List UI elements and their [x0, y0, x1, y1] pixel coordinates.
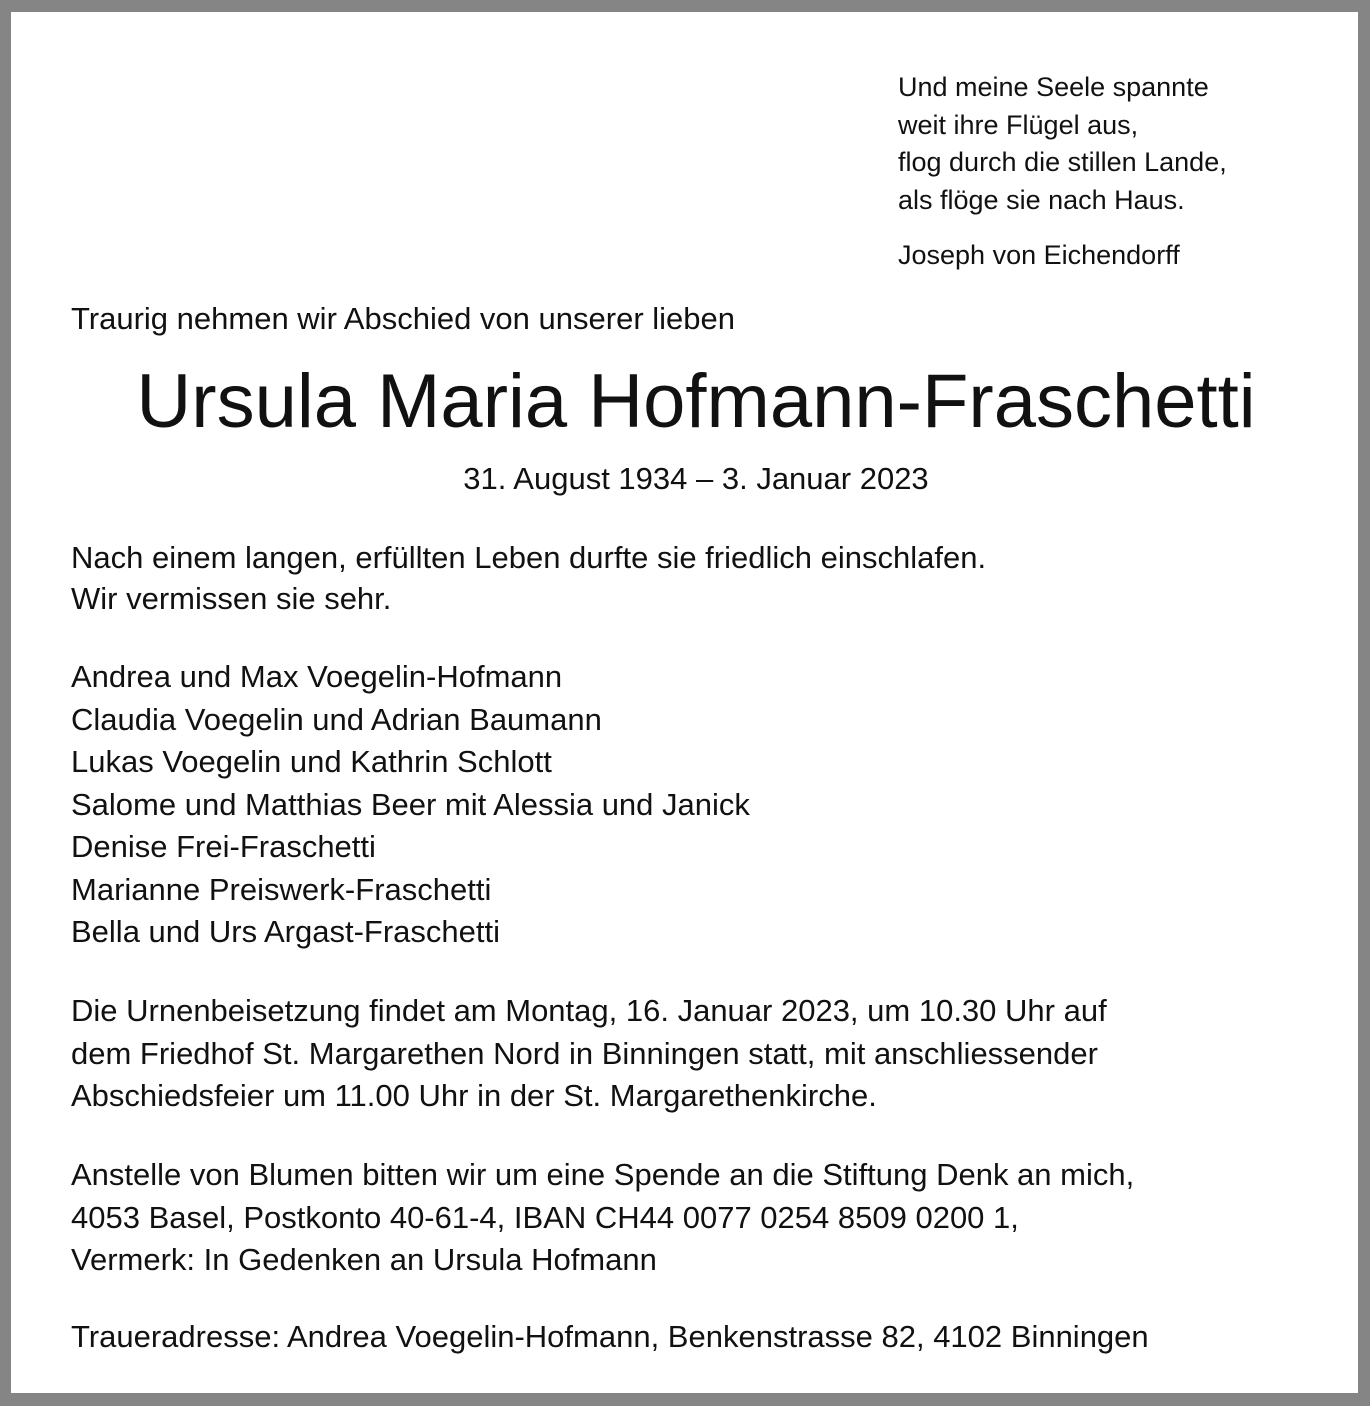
family-member: Salome und Matthias Beer mit Alessia und Janick — [71, 786, 750, 822]
closing-text — [71, 537, 986, 619]
closing-line: Wir vermissen sie sehr. — [71, 581, 392, 616]
poem-line: Und meine Seele spannte — [898, 72, 1209, 102]
poem-line: weit ihre Flügel aus, — [898, 109, 1139, 140]
mourning-address — [71, 1316, 1149, 1359]
donation-line: 4053 Basel, Postkonto 40-61-4, IBAN CH44 0077 0254 8509 0200 1, — [71, 1199, 1019, 1235]
family-member: Denise Frei-Fraschetti — [71, 829, 376, 864]
family-member: Lukas Voegelin und Kathrin Schlott — [71, 744, 552, 779]
closing-line: Nach einem langen, erfüllten Leben durfte sie friedlich einschlafen. — [71, 540, 987, 575]
donation-line: Vermerk: In Gedenken an Ursula Hofmann — [71, 1242, 657, 1277]
poem-line: als flöge sie nach Haus. — [898, 184, 1185, 215]
ceremony-line: Die Urnenbeisetzung findet am Montag, 16. Januar 2023, um 10.30 Uhr auf — [71, 993, 1107, 1028]
intro-text: Traurig nehmen wir Abschied von unserer lieben — [71, 301, 735, 336]
address-line: Traueradresse: Andrea Voegelin-Hofmann, Benkenstrasse 82, 4102 Binningen — [71, 1319, 1149, 1354]
ceremony-line: Abschiedsfeier um 11.00 Uhr in der St. Margarethenkirche. — [71, 1078, 877, 1113]
family-member: Bella und Urs Argast-Fraschetti — [71, 914, 501, 949]
poem-author: Joseph von Eichendorff — [898, 240, 1180, 270]
poem-line: flog durch die stillen Lande, — [898, 147, 1227, 177]
family-list — [71, 656, 750, 954]
family-member: Claudia Voegelin und Adrian Baumann — [71, 701, 602, 737]
ceremony-details — [71, 990, 1107, 1118]
family-member: Marianne Preiswerk-Fraschetti — [71, 871, 492, 907]
donation-details — [71, 1154, 1134, 1282]
poem-quote — [898, 69, 1227, 275]
life-dates: 31. August 1934 – 3. Januar 2023 — [463, 461, 929, 496]
donation-line: Anstelle von Blumen bitten wir um eine Spende an die Stiftung Denk an mich, — [71, 1157, 1135, 1192]
deceased-name: Ursula Maria Hofmann-Fraschetti — [136, 359, 1256, 444]
family-member: Andrea und Max Voegelin-Hofmann — [71, 659, 563, 694]
ceremony-line: dem Friedhof St. Margarethen Nord in Binningen statt, mit anschliessender — [71, 1035, 1098, 1071]
